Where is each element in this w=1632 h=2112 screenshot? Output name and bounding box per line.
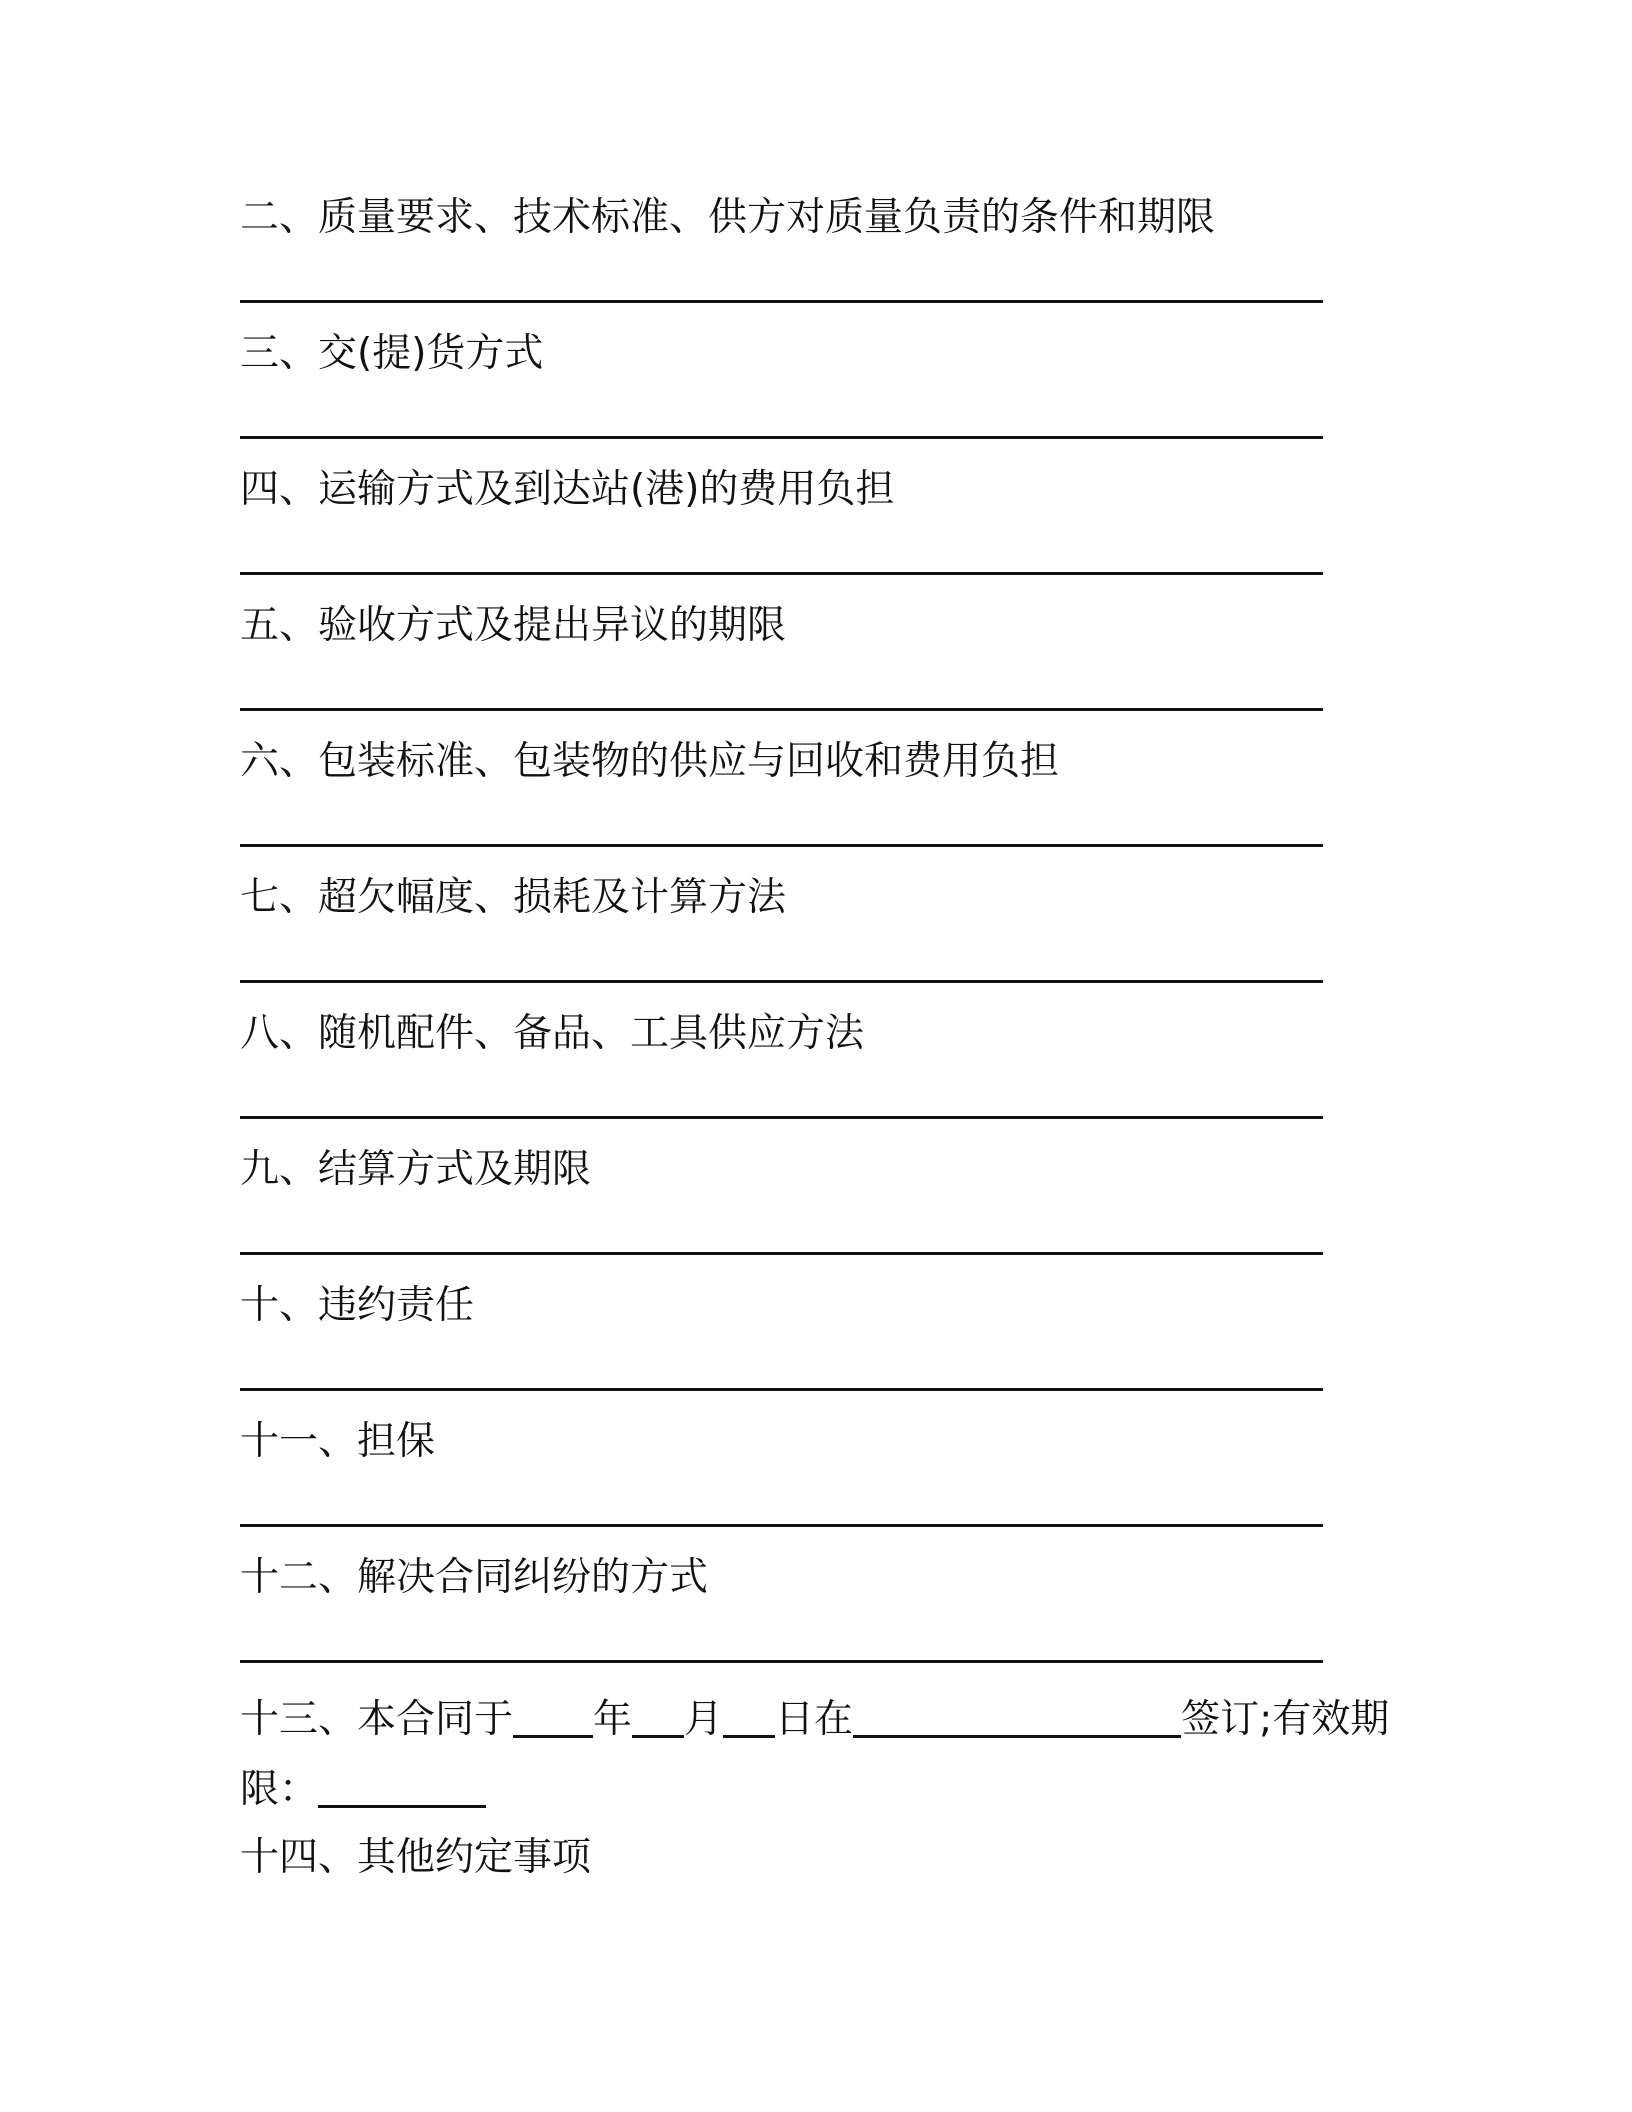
clause-3-fill-line[interactable]	[240, 384, 1360, 460]
clause-6-heading: 六、包装标准、包装物的供应与回收和费用负担	[240, 739, 1060, 784]
clause-3-heading: 三、交(提)货方式	[240, 331, 544, 376]
clause-10-fill-line[interactable]	[240, 1336, 1360, 1412]
clause-8-heading: 八、随机配件、备品、工具供应方法	[240, 1011, 865, 1056]
clause-12-heading: 十二、解决合同纠纷的方式	[240, 1555, 709, 1600]
clause-11-fill-line[interactable]	[240, 1472, 1360, 1548]
clause-5-fill-line[interactable]	[240, 656, 1360, 732]
contract-document	[240, 188, 1390, 1888]
clause-14-heading: 十四、其他约定事项	[240, 1835, 592, 1880]
clause-2-fill-line[interactable]	[240, 248, 1360, 324]
clause-7-heading: 七、超欠幅度、损耗及计算方法	[240, 875, 787, 920]
signing-prefix: 十三、本合同于	[240, 1697, 514, 1742]
clause-11-heading: 十一、担保	[240, 1419, 436, 1464]
clause-2-heading: 二、质量要求、技术标准、供方对质量负责的条件和期限	[240, 195, 1216, 240]
clause-12-fill-line[interactable]	[240, 1608, 1360, 1684]
clause-6-fill-line[interactable]	[240, 792, 1360, 868]
clause-10-heading: 十、违约责任	[240, 1283, 475, 1328]
clause-8-fill-line[interactable]	[240, 1064, 1360, 1140]
clause-7-fill-line[interactable]	[240, 928, 1360, 1004]
clause-13-signing	[240, 1686, 1390, 1754]
clause-13-term	[240, 1756, 1360, 1824]
clause-9-fill-line[interactable]	[240, 1200, 1360, 1276]
clause-9-heading: 九、结算方式及期限	[240, 1147, 592, 1192]
signing-place-blank[interactable]	[853, 1695, 1181, 1738]
signing-month-blank[interactable]	[632, 1695, 684, 1738]
signing-day-label: 日在	[775, 1697, 854, 1742]
clause-4-fill-line[interactable]	[240, 520, 1360, 596]
clause-4-heading: 四、运输方式及到达站(港)的费用负担	[240, 467, 895, 512]
signing-signed-label: 签订;有效期	[1181, 1697, 1390, 1742]
signing-year-blank[interactable]	[513, 1695, 593, 1738]
signing-year-label: 年	[593, 1697, 633, 1742]
signing-term-label: 限：	[240, 1767, 319, 1812]
signing-month-label: 月	[684, 1697, 724, 1742]
clause-5-heading: 五、验收方式及提出异议的期限	[240, 603, 787, 648]
signing-day-blank[interactable]	[723, 1695, 775, 1738]
signing-term-blank[interactable]	[318, 1765, 486, 1808]
